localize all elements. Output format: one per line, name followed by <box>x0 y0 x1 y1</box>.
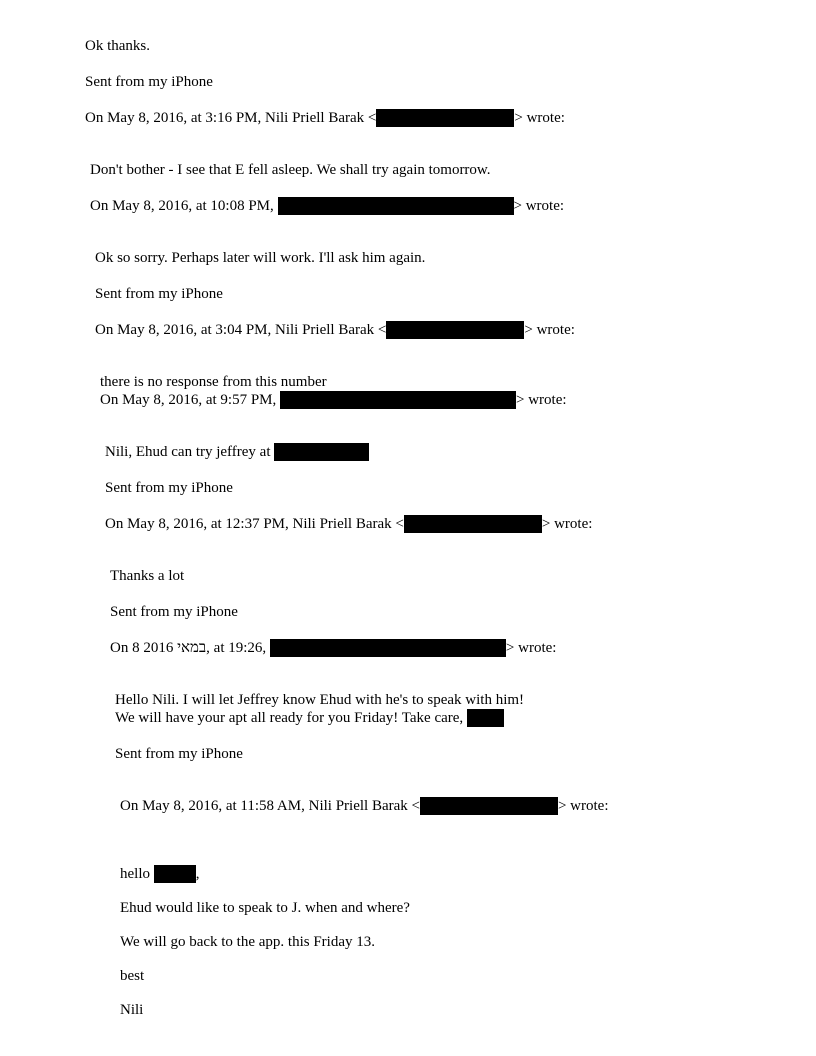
signature-text: Sent from my iPhone <box>115 746 243 762</box>
quote-header-prefix: On May 8, 2016, at 3:04 PM, Nili Priell Barak < <box>95 322 387 338</box>
message-text: Thanks a lot <box>110 568 185 584</box>
redaction-block <box>386 321 524 339</box>
quote-header-prefix: On May 8, 2016, at 3:16 PM, Nili Priell Barak < <box>85 110 377 126</box>
message-text: Ok thanks. <box>85 38 150 54</box>
signature-text: Sent from my iPhone <box>110 604 238 620</box>
closing-text: best <box>120 968 145 984</box>
quote-header-prefix: On May 8, 2016, at 10:08 PM, <box>90 198 274 214</box>
quote-header-prefix: On 8 2016 במאי, at 19:26, <box>110 640 267 656</box>
quote-header-suffix: > wrote: <box>505 640 557 656</box>
quote-header <box>90 197 564 216</box>
redaction-block <box>467 709 504 727</box>
message-text <box>105 443 369 462</box>
greeting-word: hello <box>120 866 150 882</box>
quote-header-prefix: On May 8, 2016, at 12:37 PM, Nili Priell Barak < <box>105 516 404 532</box>
message-body: Nili, Ehud can try jeffrey at <box>105 444 271 460</box>
signature-text: Sent from my iPhone <box>85 74 213 90</box>
quote-header-suffix: > wrote: <box>514 110 565 126</box>
quote-header-suffix: > wrote: <box>557 798 609 814</box>
redaction-block <box>274 443 369 461</box>
redaction-block <box>404 515 542 533</box>
message-text: Ok so sorry. Perhaps later will work. I'll ask him again. <box>95 250 426 266</box>
quote-header-prefix: On May 8, 2016, at 11:58 AM, Nili Priell Barak < <box>120 798 420 814</box>
quote-header-suffix: > wrote: <box>541 516 593 532</box>
message-body: We will have your apt all ready for you Friday! Take care, <box>115 710 464 726</box>
redaction-block <box>278 197 514 215</box>
quote-header-suffix: > wrote: <box>516 392 567 408</box>
redaction-block <box>280 391 516 409</box>
message-text: Don't bother - I see that E fell asleep. We shall try again tomorrow. <box>90 162 491 178</box>
quote-header <box>85 109 565 128</box>
signature-text: Sent from my iPhone <box>105 480 233 496</box>
message-text: Ehud would like to speak to J. when and where? <box>120 900 410 916</box>
redaction-block <box>270 639 506 657</box>
redaction-block <box>420 797 558 815</box>
greeting-text <box>120 865 200 884</box>
message-text: Hello Nili. I will let Jeffrey know Ehud with he's to speak with him! <box>115 692 525 708</box>
quote-header <box>95 321 575 340</box>
quote-header-suffix: > wrote: <box>513 198 565 214</box>
greeting-comma: , <box>195 866 200 882</box>
quote-header <box>105 515 592 534</box>
redaction-block <box>376 109 514 127</box>
quote-header-prefix: On May 8, 2016, at 9:57 PM, <box>100 392 277 408</box>
signature-text: Sent from my iPhone <box>95 286 223 302</box>
quote-header <box>120 797 609 816</box>
redaction-block <box>154 865 196 883</box>
sender-name: Nili <box>120 1002 144 1018</box>
quote-header-suffix: > wrote: <box>524 322 575 338</box>
quote-header <box>100 391 567 410</box>
message-text <box>115 709 504 728</box>
message-text: We will go back to the app. this Friday 13. <box>120 934 375 950</box>
quote-header <box>110 639 556 658</box>
message-text: there is no response from this number <box>100 374 327 390</box>
